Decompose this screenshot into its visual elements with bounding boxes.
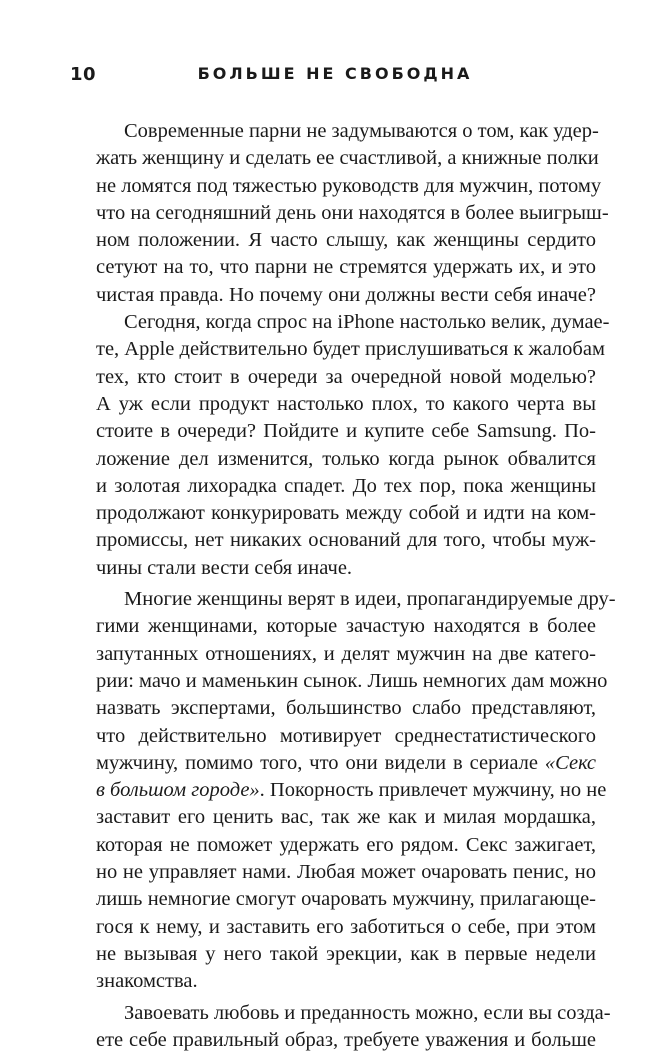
text-line: Современные парни не задумываются о том, как удер- <box>96 118 596 145</box>
page-number: 10 <box>70 64 96 85</box>
italic-title: «Секс <box>545 752 596 774</box>
text-line: что на сегодняшний день они находятся в более выигрыш- <box>96 200 596 227</box>
text-line: гими женщинами, которые зачастую находятся в более <box>96 613 596 640</box>
text-line: промиссы, нет никаких оснований для того, чтобы муж- <box>96 527 596 554</box>
text-line: и золотая лихорадка спадет. До тех пор, пока женщины <box>96 473 596 500</box>
body-text <box>96 118 596 1054</box>
text-line: не ломятся под тяжестью руководств для мужчин, потому <box>96 173 596 200</box>
paragraph-4 <box>96 1000 596 1054</box>
italic-title: в большом городе» <box>96 779 260 801</box>
text-line: назвать экспертами, большинство слабо представляют, <box>96 695 596 722</box>
text-line: сетуют на то, что парни не стремятся удержать их, и это <box>96 254 596 281</box>
text-line: заставит его ценить вас, так же как и милая мордашка, <box>96 804 596 831</box>
text-line: не вызывая у него такой эрекции, как в первые недели <box>96 941 596 968</box>
text-line: ложение дел изменится, только когда рынок обвалится <box>96 446 596 473</box>
text-line: Завоевать любовь и преданность можно, если вы созда- <box>96 1000 596 1027</box>
text-line: чины стали вести себя иначе. <box>96 555 596 582</box>
text-line-with-italic <box>96 777 596 804</box>
paragraph-3 <box>96 586 596 995</box>
text-line: лишь немногие смогут очаровать мужчину, прилагающе- <box>96 886 596 913</box>
text-line: Сегодня, когда спрос на iPhone настолько велик, думае- <box>96 309 596 336</box>
text-fragment: . Покорность привлечет мужчину, но не <box>260 779 607 801</box>
text-line: тех, кто стоит в очереди за очередной новой моделью? <box>96 364 596 391</box>
book-title: БОЛЬШЕ НЕ СВОБОДНА <box>70 64 600 83</box>
text-fragment: мужчину, помимо того, что они видели в сериале <box>96 752 545 774</box>
text-line-with-italic <box>96 750 596 777</box>
text-line: гося к нему, и заставить его заботиться о себе, при этом <box>96 914 596 941</box>
text-line: знакомства. <box>96 968 596 995</box>
text-line: рии: мачо и маменькин сынок. Лишь немногих дам можно <box>96 668 596 695</box>
text-line: Многие женщины верят в идеи, пропагандируемые дру- <box>96 586 596 613</box>
text-line: что действительно мотивирует среднестатистического <box>96 723 596 750</box>
text-line: но не управляет нами. Любая может очаровать пенис, но <box>96 859 596 886</box>
text-line: А уж если продукт настолько плох, то какого черта вы <box>96 391 596 418</box>
text-line: чистая правда. Но почему они должны вести себя иначе? <box>96 282 596 309</box>
text-line: запутанных отношениях, и делят мужчин на две катего- <box>96 641 596 668</box>
paragraph-2 <box>96 309 596 582</box>
text-line: жать женщину и сделать ее счастливой, а книжные полки <box>96 145 596 172</box>
text-line: ете себе правильный образ, требуете уважения и больше <box>96 1027 596 1054</box>
text-line: стоите в очереди? Пойдите и купите себе Samsung. По- <box>96 418 596 445</box>
text-line: которая не поможет удержать его рядом. Секс зажигает, <box>96 832 596 859</box>
text-line: продолжают конкурировать между собой и идти на ком- <box>96 500 596 527</box>
running-head <box>70 64 600 92</box>
text-line: те, Apple действительно будет прислушиваться к жалобам <box>96 336 596 363</box>
paragraph-1 <box>96 118 596 309</box>
text-line: ном положении. Я часто слышу, как женщины сердито <box>96 227 596 254</box>
